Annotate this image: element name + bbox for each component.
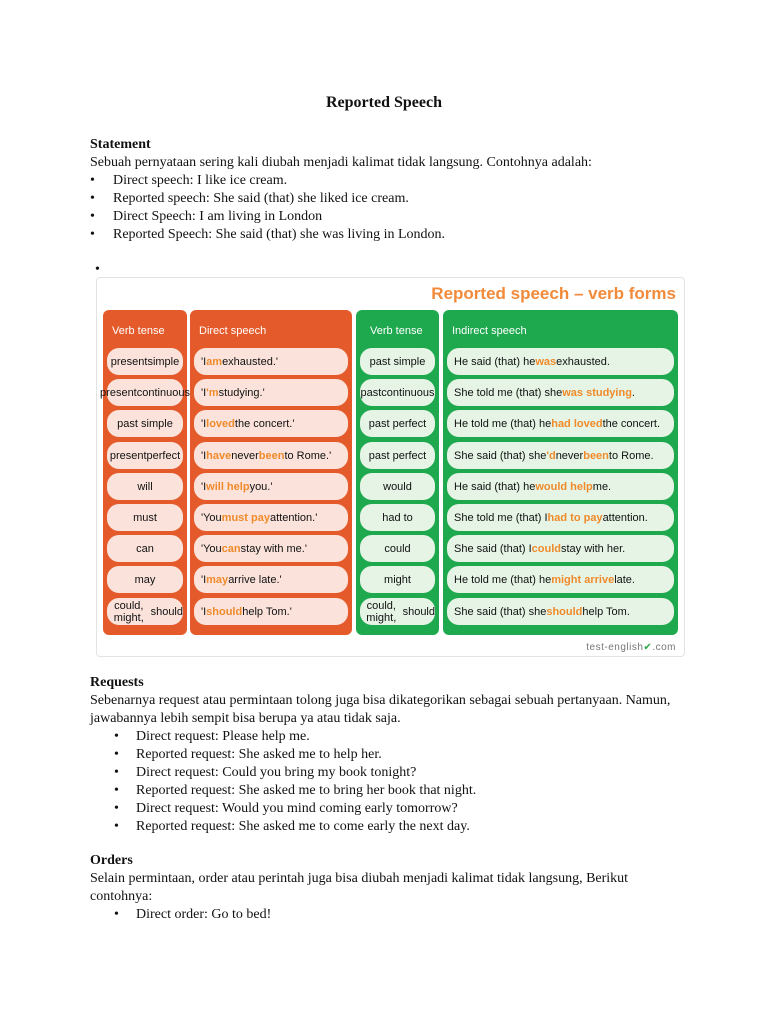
infographic-title: Reported speech – verb forms (431, 284, 676, 303)
sentence-text: you.' (249, 480, 273, 493)
sentence-text: arrive late.' (228, 573, 282, 586)
sentence-text: 'You (201, 511, 222, 524)
sentence-text: She said (that) I (454, 542, 532, 555)
highlighted-verb: am (206, 355, 223, 368)
sentence-text: to Rome. (608, 449, 654, 462)
sentence-text: attention.' (269, 511, 318, 524)
empty-bullet: • (95, 262, 100, 277)
new-verb-tense-cell (360, 410, 435, 437)
indirect-speech-cell (447, 442, 674, 469)
highlighted-verb: would help (535, 480, 593, 493)
highlighted-verb: had loved (551, 417, 603, 430)
orders-heading: Orders (90, 853, 133, 868)
new-verb-tense-cell (360, 566, 435, 593)
highlighted-verb: been (258, 449, 285, 462)
sentence-text: . (631, 386, 635, 399)
direct-speech-cell (194, 598, 348, 625)
highlighted-verb: will help (206, 480, 250, 493)
indirect-speech-cell (447, 535, 674, 562)
cell-text: must (133, 511, 157, 524)
verb-tense-cell (107, 410, 183, 437)
new-verb-tense-cell (360, 504, 435, 531)
list-item: • Direct order: Go to bed! (90, 906, 690, 924)
highlighted-verb: 'm (206, 386, 219, 399)
sentence-text: She said (that) she (454, 605, 547, 618)
list-item: • Reported request: She asked me to help her. (90, 746, 690, 764)
logo-text: test-english (586, 642, 644, 653)
verb-tense-cell (107, 535, 183, 562)
highlighted-verb: might arrive (551, 573, 615, 586)
cell-text: could, might, (366, 599, 397, 624)
column-header: Indirect speech (452, 325, 527, 337)
new-verb-tense-cell (360, 598, 435, 625)
direct-speech-cell (194, 379, 348, 406)
cell-text: present (109, 449, 147, 462)
indirect-speech-cell (447, 379, 674, 406)
cell-text: present (100, 386, 137, 399)
cell-text: had to (382, 511, 413, 524)
cell-text: perfect (146, 449, 181, 462)
cell-text: should (150, 605, 183, 618)
list-item: • Reported speech: She said (that) she liked ice cream. (90, 190, 690, 208)
column-header: Verb tense (112, 325, 165, 337)
highlighted-verb: been (583, 449, 609, 462)
highlighted-verb: must pay (221, 511, 270, 524)
cell-text: would (383, 480, 412, 493)
new-verb-tense-cell (360, 473, 435, 500)
sentence-text: He said (that) he (454, 355, 536, 368)
new-verb-tense-cell (360, 442, 435, 469)
verb-tense-cell (100, 379, 190, 406)
direct-speech-cell (194, 348, 348, 375)
new-verb-tense-column (356, 310, 439, 635)
list-item: • Reported Speech: She said (that) she was living in London. (90, 226, 690, 244)
sentence-text: stay with me.' (240, 542, 307, 555)
highlighted-verb: could (531, 542, 561, 555)
sentence-text: 'I (201, 573, 207, 586)
direct-speech-cell (194, 566, 348, 593)
list-item: • Direct speech: I like ice cream. (90, 172, 690, 190)
sentence-text: She told me (that) she (454, 386, 563, 399)
sentence-text: help Tom.' (242, 605, 292, 618)
list-item: • Reported request: She asked me to bring her book that night. (90, 782, 690, 800)
direct-speech-cell (194, 535, 348, 562)
cell-text: past simple (117, 417, 173, 430)
direct-speech-cell (194, 410, 348, 437)
indirect-speech-cell (447, 504, 674, 531)
direct-speech-column (190, 310, 352, 635)
cell-text: simple (147, 355, 180, 368)
sentence-text: He told me (that) he (454, 573, 552, 586)
sentence-text: 'I (201, 449, 207, 462)
sentence-text: the concert.' (234, 417, 295, 430)
direct-speech-cell (194, 442, 348, 469)
new-verb-tense-cell (360, 348, 435, 375)
verb-tense-cell (107, 442, 183, 469)
highlighted-verb: had to pay (547, 511, 603, 524)
statement-list (90, 172, 690, 244)
cell-text: will (137, 480, 153, 493)
orders-intro: Selain permintaan, order atau perintah juga bisa diubah menjadi kalimat tidak langsung, Berikut contohnya: (90, 871, 629, 904)
sentence-text: He told me (that) he (454, 417, 552, 430)
statement-heading: Statement (90, 137, 151, 152)
cell-text: continuous (381, 386, 435, 399)
cell-text: could (384, 542, 411, 555)
highlighted-verb: should (546, 605, 583, 618)
highlighted-verb: should (206, 605, 243, 618)
sentence-text: me. (592, 480, 612, 493)
verb-tense-column (100, 310, 190, 635)
sentence-text: the concert. (602, 417, 661, 430)
column-header: Verb tense (370, 325, 423, 337)
list-item: • Direct request: Please help me. (90, 728, 690, 746)
highlighted-verb: 'd (546, 449, 556, 462)
sentence-text: 'I (201, 480, 207, 493)
column-header: Direct speech (199, 325, 267, 337)
cell-text: could, might, (113, 599, 144, 624)
requests-heading: Requests (90, 675, 144, 690)
cell-text: should (402, 605, 435, 618)
highlighted-verb: was (535, 355, 557, 368)
test-english-logo: test-english✔.com (586, 642, 676, 653)
sentence-text: She said (that) she (454, 449, 547, 462)
cell-text: can (136, 542, 154, 555)
sentence-text: exhausted. (556, 355, 610, 368)
verb-tense-cell (107, 348, 183, 375)
verb-tense-cell (107, 566, 183, 593)
highlighted-verb: have (206, 449, 232, 462)
sentence-text: studying.' (218, 386, 265, 399)
cell-text: past simple (369, 355, 426, 368)
sentence-text: never (555, 449, 584, 462)
sentence-text: She told me (that) I (454, 511, 548, 524)
check-icon: ✔ (643, 642, 653, 653)
sentence-text: attention. (602, 511, 648, 524)
highlighted-verb: loved (206, 417, 235, 430)
direct-speech-cell (194, 473, 348, 500)
new-verb-tense-cell (360, 535, 435, 562)
logo-suffix: com (655, 642, 676, 653)
indirect-speech-cell (447, 566, 674, 593)
sentence-text: late. (614, 573, 635, 586)
sentence-text: 'I (201, 417, 207, 430)
sentence-text: exhausted.' (222, 355, 278, 368)
list-item: • Direct request: Would you mind coming early tomorrow? (90, 800, 690, 818)
sentence-text: never (231, 449, 259, 462)
cell-text: continuous (136, 386, 190, 399)
highlighted-verb: was studying (562, 386, 632, 399)
sentence-text: help Tom. (582, 605, 630, 618)
verb-forms-infographic (96, 277, 685, 657)
cell-text: may (134, 573, 156, 586)
requests-intro: Sebenarnya request atau permintaan tolong juga bisa dikategorikan sebagai sebuah pertanyaan. Namun, jawabannya lebih sempit bisa berupa ya atau tidak saja. (90, 693, 671, 726)
cell-text: past perfect (368, 417, 427, 430)
highlighted-verb: can (221, 542, 241, 555)
indirect-speech-cell (447, 598, 674, 625)
cell-text: past perfect (368, 449, 427, 462)
sentence-text: 'I (201, 386, 207, 399)
sentence-text: stay with her. (561, 542, 626, 555)
sentence-text: He said (that) he (454, 480, 536, 493)
verb-tense-cell (107, 473, 183, 500)
statement-section (90, 136, 690, 244)
indirect-speech-cell (447, 348, 674, 375)
orders-list (90, 906, 690, 924)
list-item: • Direct Speech: I am living in London (90, 208, 690, 226)
verb-tense-cell (107, 598, 183, 625)
requests-list (90, 728, 690, 836)
direct-speech-cell (194, 504, 348, 531)
cell-text: present (110, 355, 148, 368)
requests-section (90, 674, 690, 836)
indirect-speech-column (443, 310, 678, 635)
sentence-text: 'You (201, 542, 222, 555)
statement-intro: Sebuah pernyataan sering kali diubah menjadi kalimat tidak langsung. Contohnya adalah: (90, 155, 592, 170)
highlighted-verb: may (206, 573, 229, 586)
sentence-text: to Rome.' (284, 449, 332, 462)
list-item: • Direct request: Could you bring my book tonight? (90, 764, 690, 782)
new-verb-tense-cell (360, 379, 435, 406)
list-item: • Reported request: She asked me to come early the next day. (90, 818, 690, 836)
verb-tense-cell (107, 504, 183, 531)
cell-text: past (360, 386, 382, 399)
sentence-text: 'I (201, 355, 207, 368)
indirect-speech-cell (447, 473, 674, 500)
cell-text: might (384, 573, 411, 586)
indirect-speech-cell (447, 410, 674, 437)
sentence-text: 'I (201, 605, 207, 618)
orders-section (90, 852, 690, 924)
page-title: Reported Speech (326, 94, 442, 111)
